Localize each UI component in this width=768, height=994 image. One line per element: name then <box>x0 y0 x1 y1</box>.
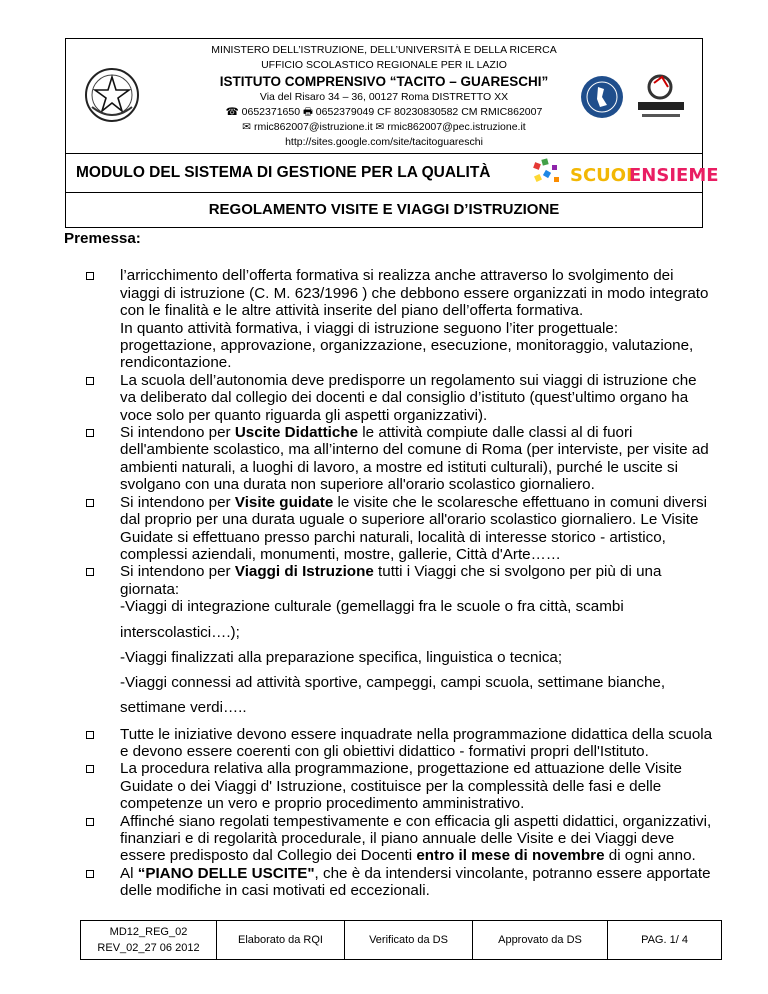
document-header <box>65 38 719 228</box>
footer-page-number: PAG. 1/ 4 <box>641 934 688 946</box>
section-heading-premessa: Premessa: <box>64 230 141 247</box>
text-run: Si intendono per <box>120 493 235 511</box>
list-item <box>64 424 714 494</box>
list-item <box>64 813 714 865</box>
trip-types-sublist <box>120 620 714 720</box>
paragraph-text: -Viaggi finalizzati alla preparazione specifica, linguistica o tecnica; <box>120 648 563 666</box>
text-run: le visite che le scolaresche effettuano in comuni diversi dal proprio per una durata uguale o superiore all'orario scolastico giornaliero. Le Visite Guidate si effettuano presso parchi naturali, località di interesse storico - artistico, complessi aziendali, monumenti, mostre, gallerie, Città d'Arte…… <box>120 493 708 563</box>
premessa-list <box>64 267 714 899</box>
paragraph-text: interscolastici….); <box>120 623 240 641</box>
document-body <box>64 230 714 900</box>
text-run: tutti i Viaggi che si svolgono per più di una giornata: <box>120 563 662 598</box>
certification-logos <box>580 69 690 125</box>
checkbox-bullet-icon <box>86 429 94 437</box>
text-run: Affinché siano regolati tempestivamente e con efficacia gli aspetti didattici, organizzativi, finanziari e di regolarità procedurale, il piano annuale delle Visite e dei Viaggi deve essere predisposto dal Collegio dei Docenti <box>120 812 712 865</box>
footer-doc-code <box>81 921 217 959</box>
checkbox-bullet-icon <box>86 731 94 739</box>
contact-phone-line: ☎ 0652371650 🖶 0652379049 CF 80230830582 CM RMIC862007 <box>225 106 543 118</box>
text-run: di ogni anno. <box>604 847 696 865</box>
accredia-logo-icon <box>581 76 623 118</box>
text-run: , che è da intendersi vincolante, potranno essere apportate delle modifiche in casi motivati ed eccezionali. <box>120 864 711 900</box>
bold-term: Visite guidate <box>234 493 334 511</box>
paragraph-text <box>120 563 714 598</box>
text-run: Si intendono per <box>120 424 235 442</box>
text-run: Si intendono per <box>120 563 235 581</box>
italian-republic-emblem-icon <box>84 67 140 123</box>
list-item <box>64 760 714 812</box>
footer-verificato: Verificato da DS <box>345 921 473 959</box>
svg-text:ENSIEME: ENSIEME <box>629 165 719 186</box>
paragraph-text <box>120 494 714 564</box>
list-item <box>64 726 714 761</box>
paragraph-text: La procedura relativa alla programmazione, progettazione ed attuazione delle Visite Guidate o dei Viaggi d' Istruzione, costituisce per la complessità delle fasi e delle competenze un vero e proprio procedimento amministrativo. <box>120 760 683 813</box>
quality-system-title: MODULO DEL SISTEMA DI GESTIONE PER LA QUALITÀ <box>76 164 491 181</box>
regional-office: UFFICIO SCOLASTICO REGIONALE PER IL LAZIO <box>261 59 507 71</box>
list-item <box>64 267 714 371</box>
ministry-name: MINISTERO DELL’ISTRUZIONE, DELL’UNIVERSITÀ E DELLA RICERCA <box>211 44 557 56</box>
paragraph-text: Tutte le iniziative devono essere inquadrate nella programmazione didattica della scuola e devono essere coerenti con gli obiettivi didattico - formativi propri dell'Istituto. <box>120 725 713 760</box>
footer-approvato: Approvato da DS <box>473 921 608 959</box>
institution-info <box>161 43 607 150</box>
doc-revision: REV_02_27 06 2012 <box>97 942 200 954</box>
scuolensieme-logo-icon <box>530 157 719 189</box>
paragraph-text <box>120 424 714 494</box>
paragraph-text: La scuola dell’autonomia deve predisporre un regolamento sui viaggi di istruzione che va deliberato dal collegio dei docenti e dal consiglio d’istituto (quest’ultimo organo ha voce solo per quanto riguarda gli aspetti organizzativi). <box>120 371 697 424</box>
checkbox-bullet-icon <box>86 377 94 385</box>
bold-term: Viaggi di Istruzione <box>234 563 374 581</box>
paragraph-text: settimane verdi….. <box>120 698 247 716</box>
checkbox-bullet-icon <box>86 818 94 826</box>
quality-system-row <box>66 154 719 193</box>
document-footer <box>80 920 722 960</box>
school-website: http://sites.google.com/site/tacitoguareschi <box>285 136 483 148</box>
bold-term: entro il mese di novembre <box>416 847 605 865</box>
paragraph-text <box>120 813 714 865</box>
school-address: Via del Risaro 34 – 36, 00127 Roma DISTRETTO XX <box>259 91 509 103</box>
checkbox-bullet-icon <box>86 499 94 507</box>
list-item <box>64 865 714 900</box>
list-item <box>64 372 714 424</box>
svg-text:SCUOL: SCUOL <box>570 165 638 186</box>
checkbox-bullet-icon <box>86 765 94 773</box>
doc-code: MD12_REG_02 <box>109 926 188 938</box>
checkbox-bullet-icon <box>86 272 94 280</box>
agiqualitas-logo-icon <box>638 76 684 117</box>
paragraph-text: -Viaggi di integrazione culturale (gemellaggi fra le scuole o fra città, scambi <box>120 598 624 616</box>
text-run: le attività compiute dalle classi al di fuori dell'ambiente scolastico, ma all’interno del comune di Roma (per interviste, per visite ad ambienti naturali, a luoghi di lavoro, a mostre ed istituti culturali), purché le uscite si svolgano con una durata non superiore all'orario scolastico giornaliero. <box>120 424 709 494</box>
header-institution-block <box>66 39 702 154</box>
text-run: Al <box>120 864 138 882</box>
checkbox-bullet-icon <box>86 568 94 576</box>
paragraph-text: l’arricchimento dell’offerta formativa si realizza anche attraverso lo svolgimento dei viaggi di istruzione (C. M. 623/1996 ) che debbono essere organizzati in modo integrato con le finalità e le altre attività inserite del piano dell’offerta formativa. <box>120 267 709 320</box>
contact-email-line: ✉ rmic862007@istruzione.it ✉ rmic862007@pec.istruzione.it <box>242 121 526 133</box>
paragraph-text <box>120 865 714 900</box>
checkbox-bullet-icon <box>86 870 94 878</box>
list-item <box>64 494 714 564</box>
bold-term: Uscite Didattiche <box>234 424 359 442</box>
footer-elaborato: Elaborato da RQI <box>217 921 345 959</box>
list-item <box>64 563 714 719</box>
school-name: ISTITUTO COMPRENSIVO “TACITO – GUARESCHI” <box>219 74 549 89</box>
bold-term: “PIANO DELLE USCITE" <box>137 864 315 882</box>
paragraph-text: In quanto attività formativa, i viaggi di istruzione seguono l’iter progettuale: progettazione, approvazione, organizzazione, esecuzione, monitoraggio, valutazione, rendicontazione. <box>120 319 694 372</box>
paragraph-text: -Viaggi connessi ad attività sportive, campeggi, campi scuola, settimane bianche, <box>120 673 666 691</box>
document-title: REGOLAMENTO VISITE E VIAGGI D’ISTRUZIONE <box>208 201 560 218</box>
